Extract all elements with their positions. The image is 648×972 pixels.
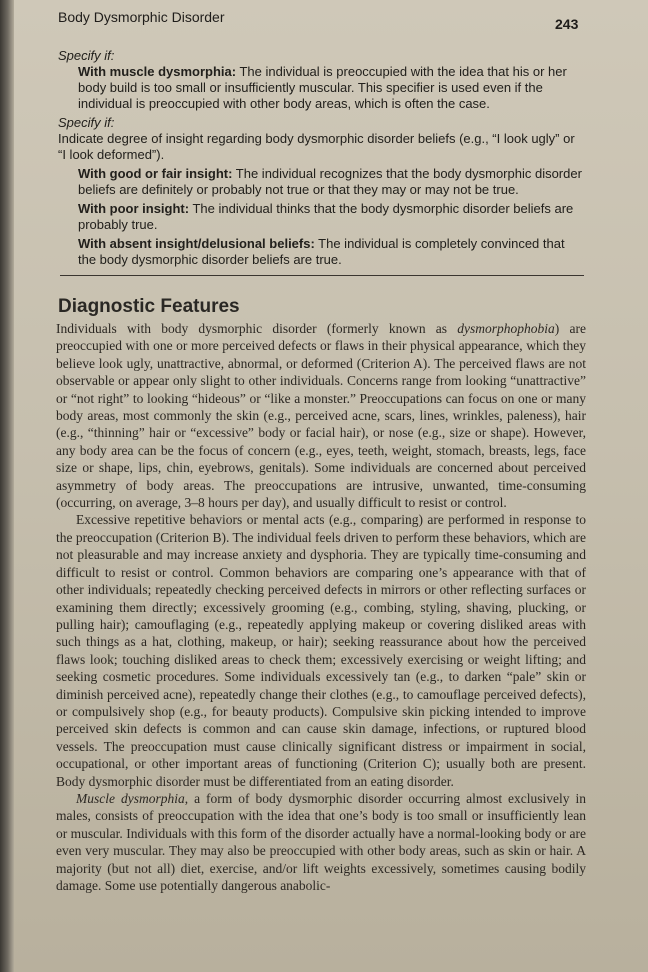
paragraph-1 [56, 320, 586, 511]
specifier-term: With good or fair insight: [78, 166, 233, 181]
specifier-good-insight [78, 166, 584, 198]
specifier-muscle-dysmorphia [78, 64, 584, 112]
specifier-text: The individual thinks that the body dysmorphic disorder beliefs are probably true. [78, 201, 574, 232]
specifier-poor-insight [78, 201, 584, 233]
book-spine-shadow [0, 0, 14, 972]
section-title: Diagnostic Features [58, 296, 240, 317]
specifier-text: The individual is preoccupied with the idea that his or her body build is too small or insufficiently muscular. This specifier is used even if the individual is preoccupied with other body areas, which is often the case. [78, 64, 567, 111]
specifier-text: The individual recognizes that the body dysmorphic disorder beliefs are definitely or probably not true or that they may or may not be true. [78, 166, 582, 197]
paragraph-text: Individuals with body dysmorphic disorder (formerly known as [56, 321, 458, 336]
paragraph-text: ) are preoccupied with one or more perceived defects or flaws in their physical appearance, which they believe look ugly, unattractive, abnormal, or deformed (Criterion A). The perceived flaws are not observable or appear only slight to other individuals. Concerns range from looking “unattractive” or “not right” to looking “hideous” or “like a monster.” Preoccupations can focus on one or many body areas, most commonly the skin (e.g., perceived acne, scars, lines, wrinkles, paleness), hair (e.g., “thinning” hair or “excessive” body or facial hair), or nose (e.g., size or shape). However, any body area can be the focus of concern (e.g., eyes, teeth, weight, stomach, breasts, legs, face size or shape, lips, chin, eyebrows, genitals). Some individuals are concerned about perceived asymmetry of body areas. The preoccupations are intrusive, unwanted, time-consuming (occurring, on average, 3–8 hours per day), and usually difficult to resist or control. [56, 321, 586, 511]
specifier-term: With poor insight: [78, 201, 190, 216]
section-body [56, 320, 586, 894]
page-number: 243 [555, 16, 579, 32]
specifier-term: With muscle dysmorphia: [78, 64, 237, 79]
specifier-absent-insight [78, 236, 584, 268]
section-divider [60, 275, 584, 276]
specifier-text: The individual is completely convinced that the body dysmorphic disorder beliefs are true. [78, 236, 565, 267]
specifier-block [58, 48, 584, 271]
paragraph-text: , a form of body dysmorphic disorder occurring almost exclusively in males, consists of preoccupation with the idea that one’s body is too small or insufficiently lean or muscular. Individuals with this form of the disorder actually have a normal-looking body or are even very muscular. They may also be preoccupied with other body areas, such as skin or hair. A majority (but not all) diet, exercise, and/or lift weights excessively, sometimes causing bodily damage. Some use potentially dangerous anabolic- [56, 790, 587, 893]
italic-term: Muscle dysmorphia [76, 790, 185, 806]
running-header-title: Body Dysmorphic Disorder [58, 9, 225, 25]
specify-label: Specify if: [58, 48, 115, 63]
paragraph-3 [56, 790, 586, 894]
insight-intro: Indicate degree of insight regarding body dysmorphic disorder beliefs (e.g., “I look ugly” or “I look deformed”). [58, 131, 575, 162]
italic-term: dysmorphophobia [457, 321, 555, 336]
specifier-term: With absent insight/delusional beliefs: [78, 236, 315, 251]
paragraph-2: Excessive repetitive behaviors or mental acts (e.g., comparing) are performed in response to the preoccupation (Criterion B). The individual feels driven to perform these behaviors, which are not pleasurable and may increase anxiety and dysphoria. They are typically time-consuming and difficult to resist or control. Common behaviors are comparing one’s appearance with that of other individuals; repeatedly checking perceived defects in mirrors or other reflecting surfaces or examining them directly; excessively grooming (e.g., combing, styling, shaving, plucking, or pulling hair); camouflaging (e.g., repeatedly applying makeup or covering disliked areas with such things as a hat, clothing, makeup, or hair); seeking reassurance about how the perceived flaws look; touching disliked areas to check them; excessively exercising or weight lifting; and seeking cosmetic procedures. Some individuals excessively tan (e.g., to darken “pale” skin or diminish perceived acne), repeatedly change their clothes (e.g., to camouflage perceived defects), or compulsively shop (e.g., for beauty products). Compulsive skin picking intended to improve perceived skin defects is common and can cause skin damage, infections, or ruptured blood vessels. The preoccupation must cause clinically significant distress or impairment in social, occupational, or other important areas of functioning (Criterion C); usually both are present. Body dysmorphic disorder must be differentiated from an eating disorder. [56, 512, 586, 789]
specify-label: Specify if: [58, 115, 115, 130]
